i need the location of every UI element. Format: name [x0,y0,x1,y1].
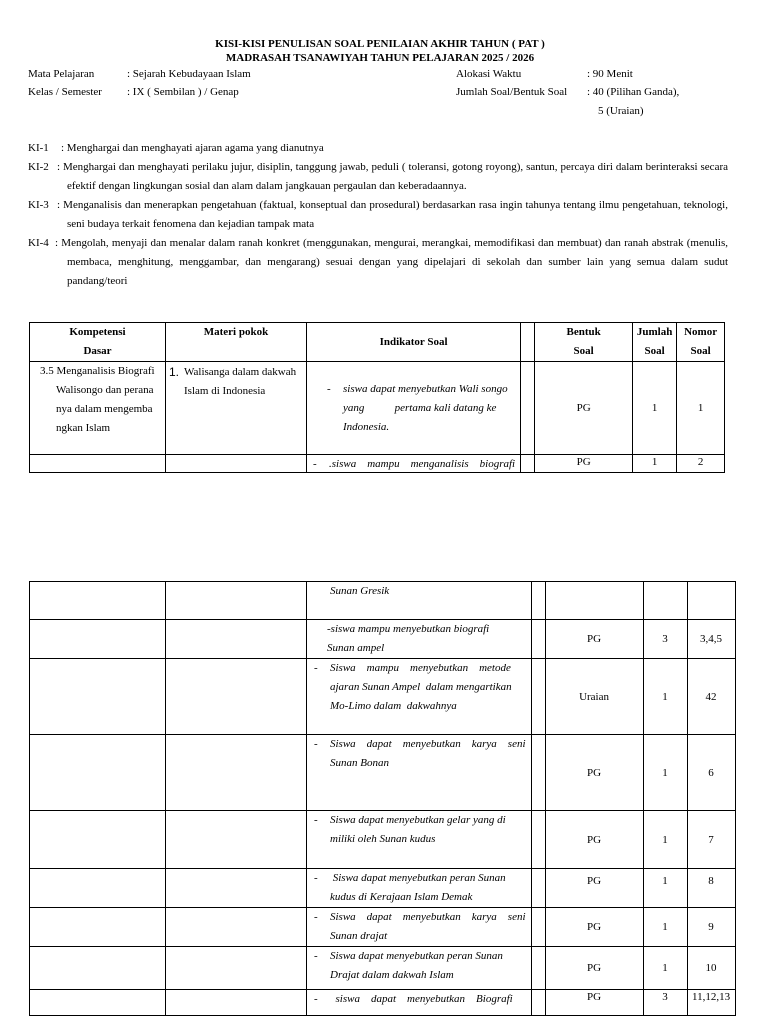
indikator-line: siswa dapat menyebutkan Wali songo [343,382,508,395]
jumlah-cell: 1 [633,362,677,455]
bentuk-cell: PG [545,811,643,869]
kisi-table-page1 [29,322,725,473]
ki1-text: : Menghargai dan menghayati ajaran agama yang dianutnya [61,142,324,154]
indikator-line: Sunan Gresik [330,585,390,597]
nomor-cell: 11,12,13 [687,990,735,1016]
ki3-label: KI-3 [28,199,49,211]
jumlah-cell: 3 [643,620,687,659]
jumlah-value-uraian: 5 (Uraian) [598,105,644,117]
indikator-line: Siswa mampu menyebutkan metode [330,662,511,674]
materi-cell [166,990,307,1016]
bullet-dash: - [314,738,318,750]
ki4-text-line2: membaca, menghitung, menggambar, dan mengarang) sesuai dengan yang dipelajari di sekolah dan sumber lain yang semua dalam sudut [67,256,728,268]
indikator-line: miliki oleh Sunan kudus [330,833,436,845]
indikator-line: Siswa dapat menyebutkan peran Sunan [330,872,506,884]
table-row [30,620,736,659]
table-row [30,362,725,455]
kd-cell [30,455,166,473]
jumlah-cell: 1 [643,947,687,990]
indikator-cell [307,811,532,869]
bentuk-cell: Uraian [545,659,643,735]
materi-line: Islam di Indonesia [184,385,266,397]
kd-cell [30,582,166,620]
jumlah-cell: 3 [643,990,687,1016]
indikator-cell [307,869,532,908]
table-row [30,990,736,1016]
header-nomor-soal [677,323,725,362]
kd-cell [30,908,166,947]
bullet-dash: - [314,950,318,962]
mapel-value: : Sejarah Kebudayaan Islam [127,68,251,80]
spacer-cell [531,582,545,620]
jumlah-cell: 1 [643,869,687,908]
indikator-line: .siswa mampu menganalisis biografi [329,458,516,470]
indikator-cell [307,947,532,990]
bullet-dash: - [313,458,317,470]
ki1-label: KI-1 [28,142,49,154]
indikator-line: Mo-Limo dalam dakwahnya [330,700,457,712]
table-row [30,908,736,947]
kelas-value: : IX ( Sembilan ) / Genap [127,86,239,98]
materi-cell [166,362,307,455]
nomor-cell: 2 [677,455,725,473]
table-row [30,869,736,908]
indikator-line: Drajat dalam dakwah Islam [330,969,454,981]
table-row [30,455,725,473]
indikator-line: Siswa dapat menyebutkan karya seni [330,738,526,750]
indikator-line: yang pertama kali datang ke [343,401,497,414]
nomor-cell: 9 [687,908,735,947]
spacer-cell [531,869,545,908]
bentuk-cell: PG [545,947,643,990]
materi-number: 1. [169,365,180,379]
spacer-cell [531,735,545,811]
nomor-cell: 10 [687,947,735,990]
kd-cell [30,659,166,735]
materi-cell [166,659,307,735]
materi-cell [166,582,307,620]
bullet-dash: - [314,993,318,1005]
table-row [30,582,736,620]
kisi-table-page2 [29,581,736,1016]
indikator-cell [307,582,532,620]
indikator-line: -siswa mampu menyebutkan biografi [327,623,490,635]
materi-cell [166,620,307,659]
materi-cell [166,735,307,811]
indikator-line: ajaran Sunan Ampel dalam mengartikan [330,681,512,693]
indikator-line: Siswa dapat menyebutkan karya seni [330,911,526,923]
header-bentuk-line1: Bentuk [566,326,601,338]
spacer-cell [531,659,545,735]
table-row [30,947,736,990]
nomor-cell: 6 [687,735,735,811]
ki4-label: KI-4 [28,237,49,249]
table-row [30,811,736,869]
header-spacer [521,323,535,362]
kd-cell [30,620,166,659]
mapel-label: Mata Pelajaran [28,68,95,80]
bullet-dash: - [314,662,318,674]
kd-cell [30,869,166,908]
nomor-cell [687,582,735,620]
header-materi-pokok [166,323,307,362]
indikator-line: Sunan ampel [327,642,385,654]
bentuk-cell: PG [535,455,633,473]
spacer-cell [521,455,535,473]
nomor-cell: 8 [687,869,735,908]
indikator-line: Indonesia. [343,420,390,433]
indikator-line: Siswa dapat menyebutkan gelar yang di [330,814,506,826]
waktu-value: : 90 Menit [587,68,633,80]
header-indikator-text: Indikator Soal [379,335,448,348]
kd-cell [30,990,166,1016]
indikator-cell [307,362,521,455]
kd-cell [30,947,166,990]
indikator-line: Siswa dapat menyebutkan peran Sunan [330,950,503,962]
spacer-cell [531,908,545,947]
indikator-line: Sunan Bonan [330,757,389,769]
kd-line: 3.5 Menganalisis Biografi [40,365,155,377]
spacer-cell [531,620,545,659]
table-row [30,659,736,735]
kd-line: ngkan Islam [56,422,111,434]
indikator-cell [307,455,521,473]
ki2-text-line1: : Menghargai dan menghayati perilaku jujur, disiplin, tanggung jawab, peduli ( toleransi, gotong royong), santun, percaya diri dalam berinteraksi secara [57,161,728,173]
jumlah-cell [643,582,687,620]
materi-cell [166,869,307,908]
materi-cell [166,811,307,869]
kd-cell [30,811,166,869]
jumlah-cell: 1 [643,908,687,947]
materi-cell [166,947,307,990]
indikator-cell [307,908,532,947]
nomor-cell: 3,4,5 [687,620,735,659]
kelas-label: Kelas / Semester [28,86,102,98]
header-kd-line1: Kompetensi [69,326,126,338]
jumlah-cell: 1 [643,735,687,811]
ki2-text-line2: efektif dengan lingkungan sosial dan alam dalam jangkauan pergaulan dan keberadaannya. [67,180,467,192]
jumlah-label: Jumlah Soal/Bentuk Soal [456,86,568,98]
bentuk-cell: PG [545,908,643,947]
header-bentuk-soal [535,323,633,362]
spacer-cell [531,947,545,990]
materi-cell [166,908,307,947]
doc-title-line1: KISI-KISI PENULISAN SOAL PENILAIAN AKHIR TAHUN ( PAT ) [215,38,545,50]
header-jumlah-line1: Jumlah [636,326,673,338]
bentuk-cell: PG [545,990,643,1016]
bentuk-cell: PG [545,869,643,908]
jumlah-cell: 1 [643,659,687,735]
table-header-row [30,323,725,362]
indikator-cell [307,735,532,811]
doc-title-line2: MADRASAH TSANAWIYAH TAHUN PELAJARAN 2025 / 2026 [225,52,535,64]
nomor-cell: 42 [687,659,735,735]
spacer-cell [521,362,535,455]
jumlah-value: : 40 (Pilihan Ganda), [587,86,680,98]
materi-cell [166,455,307,473]
spacer-cell [531,990,545,1016]
nomor-cell: 7 [687,811,735,869]
header-indikator-soal [307,323,521,362]
bentuk-cell: PG [545,735,643,811]
kd-line: nya dalam mengemba [56,403,153,415]
header-bentuk-line2: Soal [573,345,594,357]
kd-cell [30,362,166,455]
bentuk-cell [545,582,643,620]
jumlah-cell: 1 [633,455,677,473]
header-kd-line2: Dasar [83,345,112,357]
header-jumlah-line2: Soal [644,345,665,357]
indikator-line: siswa dapat menyebutkan Biografi [330,993,513,1005]
indikator-cell [307,620,532,659]
waktu-label: Alokasi Waktu [456,68,522,80]
indikator-cell [307,990,532,1016]
spacer-cell [531,811,545,869]
table-row [30,735,736,811]
bentuk-cell: PG [535,362,633,455]
indikator-cell [307,659,532,735]
header-jumlah-soal [633,323,677,362]
bullet-dash: - [314,872,318,884]
header-nomor-line1: Nomor [684,326,718,338]
ki2-label: KI-2 [28,161,49,173]
bullet-dash: - [327,382,331,395]
ki3-text-line2: seni budaya terkait fenomena dan kejadian tampak mata [67,218,315,230]
header-nomor-line2: Soal [690,345,711,357]
bullet-dash: - [314,911,318,923]
kd-cell [30,735,166,811]
ki4-text-line3: pandang/teori [67,275,128,287]
bullet-dash: - [314,814,318,826]
indikator-line: kudus di Kerajaan Islam Demak [330,891,473,903]
ki4-text-line1: : Mengolah, menyaji dan menalar dalam ranah konkret (menggunakan, mengurai, merangkai, memodifikasi dan membuat) dan ranah abstrak (menulis, [55,237,728,249]
bentuk-cell: PG [545,620,643,659]
header-materi-text: Materi pokok [203,326,269,338]
jumlah-cell: 1 [643,811,687,869]
header-kompetensi-dasar [30,323,166,362]
indikator-line: Sunan drajat [330,930,388,942]
materi-line: Walisanga dalam dakwah [184,366,297,378]
ki3-text-line1: : Menganalisis dan menerapkan pengetahuan (faktual, konseptual dan prosedural) berdasarkan rasa ingin tahunya tentang ilmu pengetahuan, teknologi, [57,199,728,211]
nomor-cell: 1 [677,362,725,455]
kd-line: Walisongo dan perana [56,384,154,396]
